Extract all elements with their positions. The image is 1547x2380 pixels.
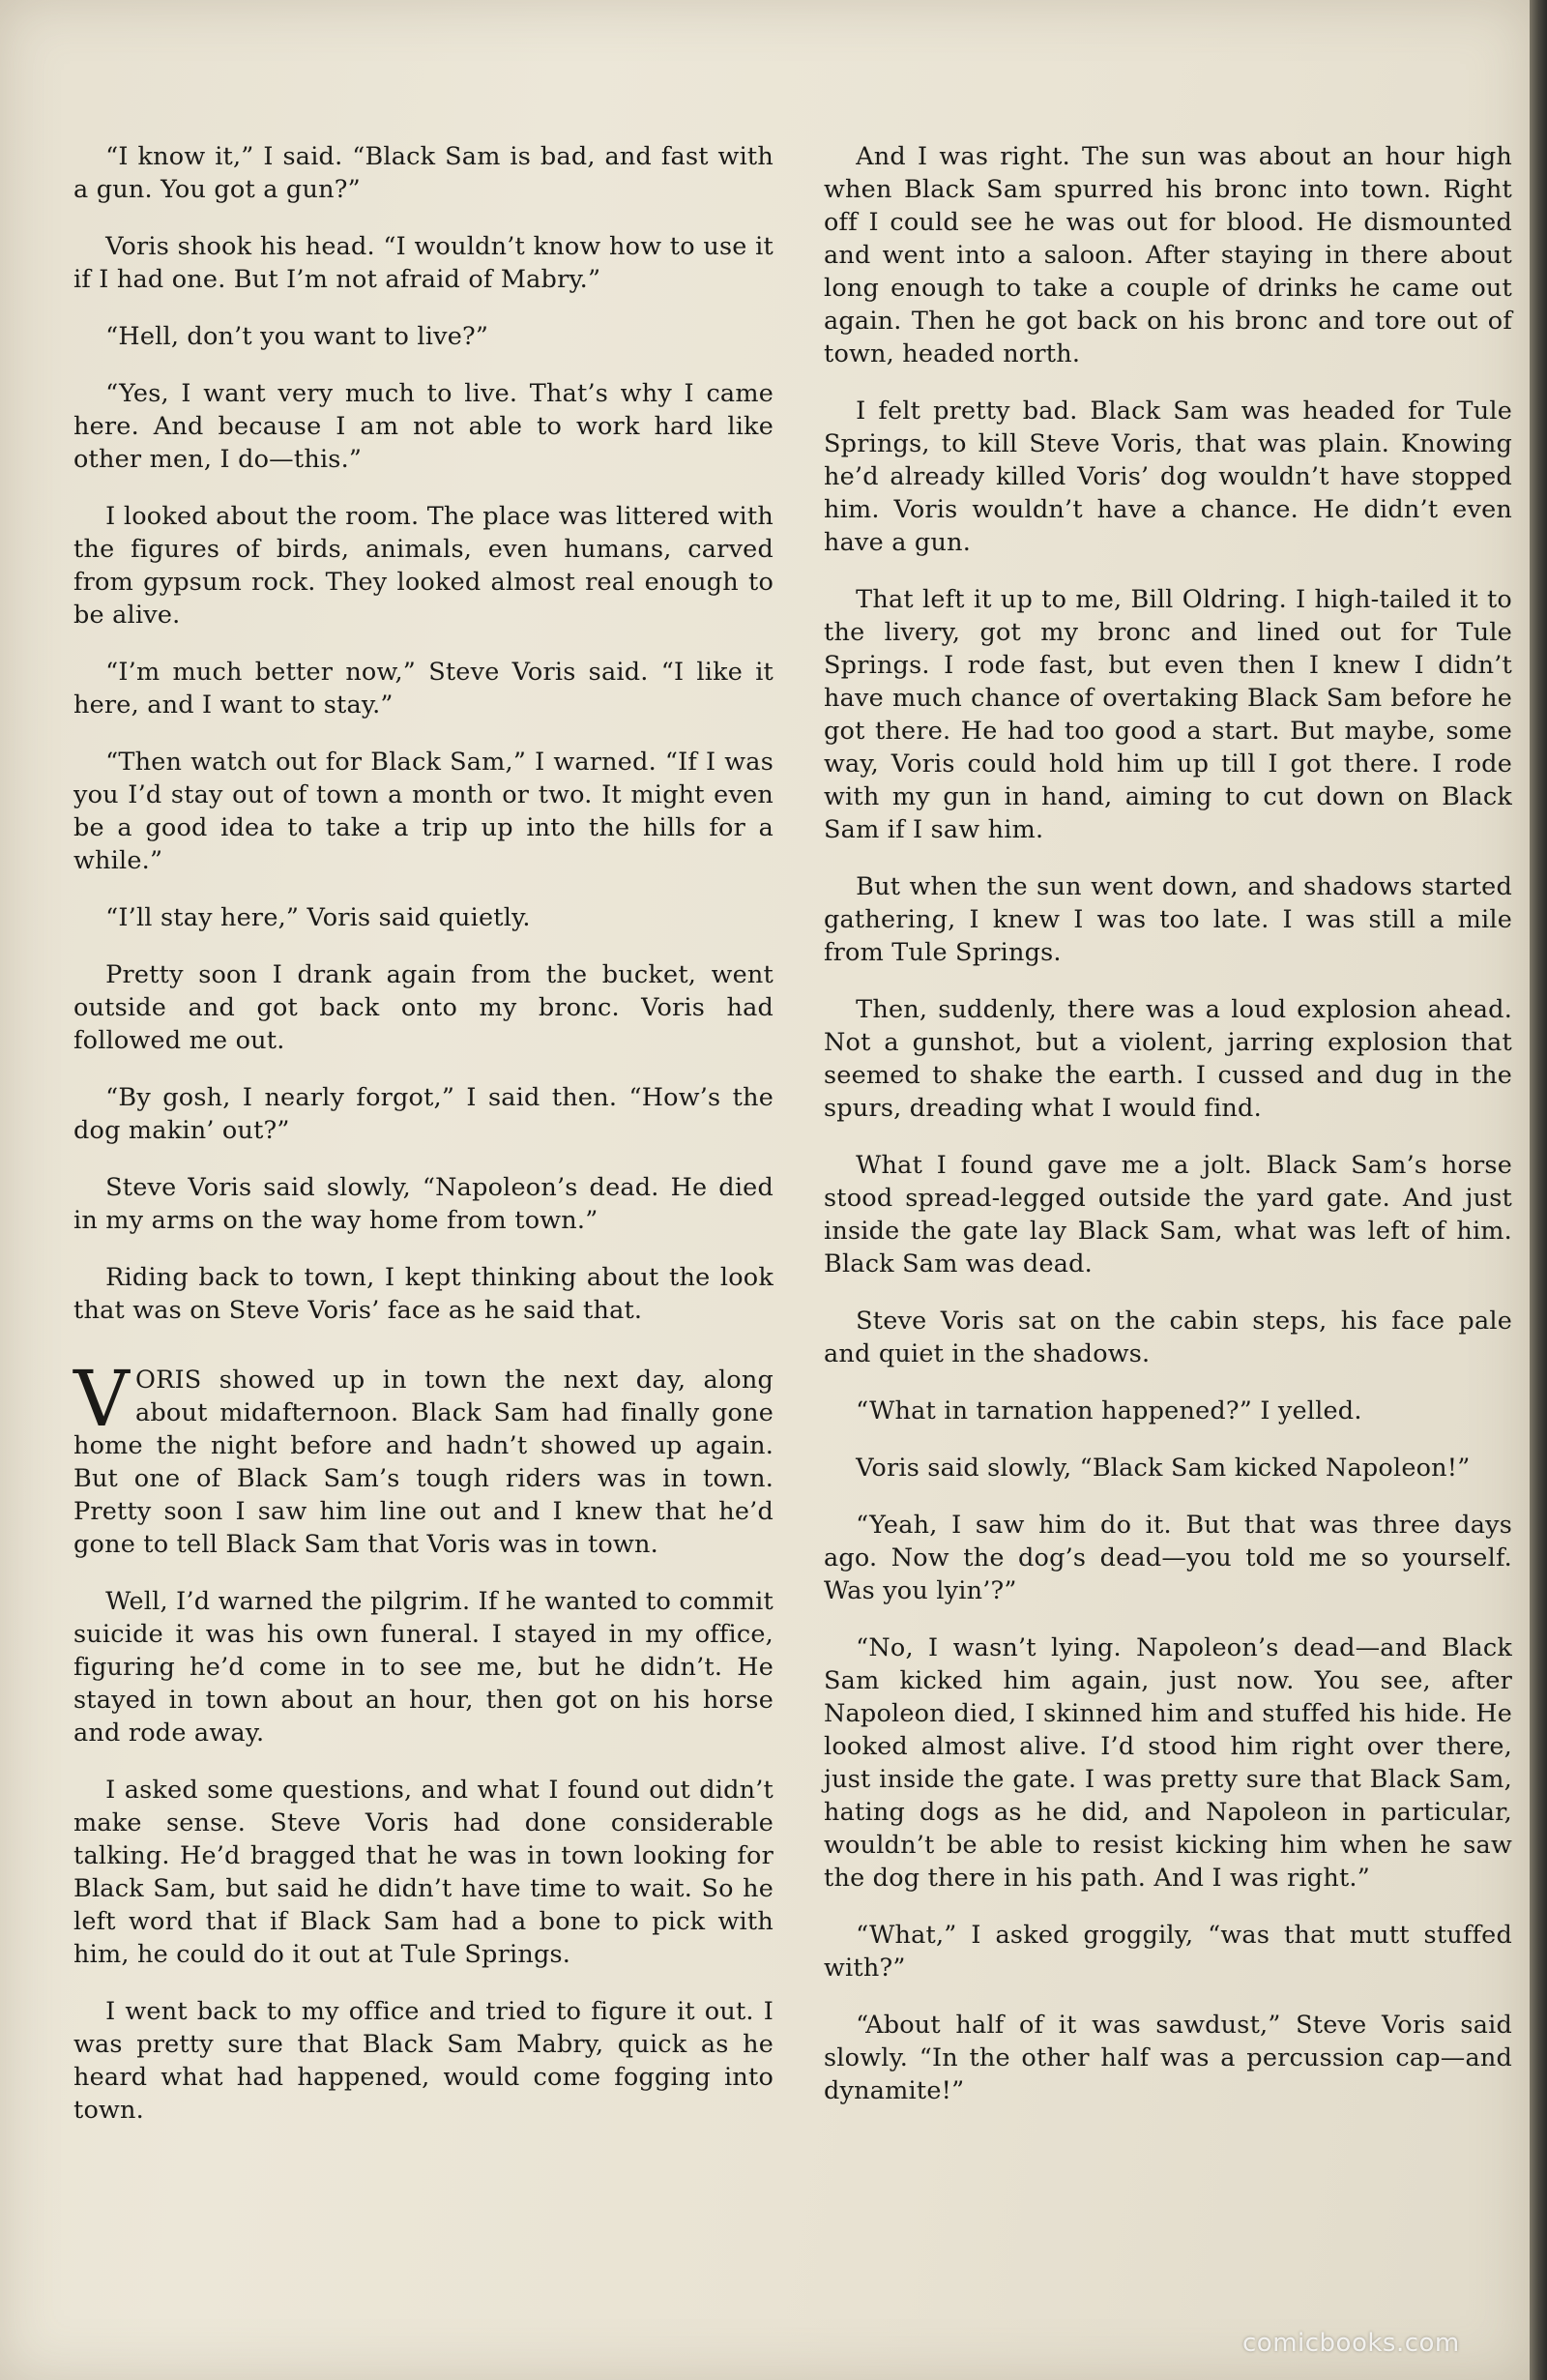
page-spine-shadow bbox=[1530, 0, 1547, 2380]
paragraph: “Then watch out for Black Sam,” I warned. “If I was you I’d stay out of town a month or two. It might even be a good idea to take a trip up into the hills for a while.” bbox=[73, 748, 774, 875]
paragraph: But when the sun went down, and shadows started gathering, I knew I was too late. I was still a mile from Tule Springs. bbox=[824, 872, 1512, 967]
paragraph: “What in tarnation happened?” I yelled. bbox=[856, 1396, 1362, 1425]
paragraph: “By gosh, I nearly forgot,” I said then. “How’s the dog makin’ out?” bbox=[73, 1083, 774, 1145]
section-start-paragraph bbox=[73, 1354, 774, 1561]
drop-cap: V bbox=[73, 1354, 130, 1444]
paragraph: I asked some questions, and what I found out didn’t make sense. Steve Voris had done considerable talking. He’d bragged that he was in town looking for Black Sam, but said he didn’t have time to wait. So he left word that if Black Sam had a bone to pick with him, he could do it out at Tule Springs. bbox=[73, 1776, 774, 1969]
paragraph: “I’ll stay here,” Voris said quietly. bbox=[105, 903, 531, 932]
paragraph: Steve Voris sat on the cabin steps, his face pale and quiet in the shadows. bbox=[824, 1307, 1512, 1368]
paragraph: “What,” I asked groggily, “was that mutt stuffed with?” bbox=[824, 1921, 1512, 1983]
paragraph-text: ORIS showed up in town the next day, along about midafternoon. Black Sam had finally gone home the night before and hadn’t showed up again. But one of Black Sam’s tough riders was in town. Pretty soon I saw him line out and I knew that he’d gone to tell Black Sam that Voris was in town. bbox=[73, 1366, 774, 1559]
paragraph: Riding back to town, I kept thinking about the look that was on Steve Voris’ face as he said that. bbox=[73, 1263, 774, 1325]
paragraph: “No, I wasn’t lying. Napoleon’s dead—and Black Sam kicked him again, just now. You see, after Napoleon died, I skinned him and stuffed his hide. He looked almost alive. I’d stood him right over there, just inside the gate. I was pretty sure that Black Sam, hating dogs as he did, and Napoleon in particular, wouldn’t be able to resist kicking him when he saw the dog there in his path. And I was right.” bbox=[824, 1633, 1512, 1893]
paragraph: Pretty soon I drank again from the bucket, went outside and got back onto my bronc. Voris had followed me out. bbox=[73, 960, 774, 1055]
left-text-column bbox=[73, 140, 774, 2151]
site-watermark: comicbooks.com bbox=[1242, 2329, 1460, 2358]
paragraph: Well, I’d warned the pilgrim. If he wanted to commit suicide it was his own funeral. I stayed in my office, figuring he’d come in to see me, but he didn’t. He stayed in town about an hour, then got on his horse and rode away. bbox=[73, 1587, 774, 1748]
paragraph: I went back to my office and tried to figure it out. I was pretty sure that Black Sam Mabry, quick as he heard what had happened, would come fogging into town. bbox=[73, 1997, 774, 2125]
paragraph: Steve Voris said slowly, “Napoleon’s dead. He died in my arms on the way home from town.” bbox=[73, 1173, 774, 1235]
paragraph: I looked about the room. The place was littered with the figures of birds, animals, even humans, carved from gypsum rock. They looked almost real enough to be alive. bbox=[73, 502, 774, 630]
paragraph: “Yes, I want very much to live. That’s why I came here. And because I am not able to work hard like other men, I do—this.” bbox=[73, 379, 774, 474]
paragraph: That left it up to me, Bill Oldring. I high-tailed it to the livery, got my bronc and lined out for Tule Springs. I rode fast, but even then I knew I didn’t have much chance of overtaking Black Sam before he got there. He had too good a start. But maybe, some way, Voris could hold him up till I got there. I rode with my gun in hand, aiming to cut down on Black Sam if I saw him. bbox=[824, 585, 1512, 844]
paragraph: Voris said slowly, “Black Sam kicked Napoleon!” bbox=[856, 1454, 1471, 1483]
right-text-column bbox=[824, 140, 1512, 2131]
paragraph: What I found gave me a jolt. Black Sam’s horse stood spread-legged outside the yard gate. And just inside the gate lay Black Sam, what was left of him. Black Sam was dead. bbox=[824, 1151, 1512, 1278]
paragraph: I felt pretty bad. Black Sam was headed for Tule Springs, to kill Steve Voris, that was plain. Knowing he’d already killed Voris’ dog wouldn’t have stopped him. Voris wouldn’t have a chance. He didn’t even have a gun. bbox=[824, 397, 1512, 557]
paragraph: Then, suddenly, there was a loud explosion ahead. Not a gunshot, but a violent, jarring explosion that seemed to shake the earth. I cussed and dug in the spurs, dreading what I would find. bbox=[824, 995, 1512, 1123]
paragraph: And I was right. The sun was about an hour high when Black Sam spurred his bronc into town. Right off I could see he was out for blood. He dismounted and went into a saloon. After staying in there about long enough to take a couple of drinks he came out again. Then he got back on his bronc and tore out of town, headed north. bbox=[824, 142, 1512, 368]
paragraph: “Yeah, I saw him do it. But that was three days ago. Now the dog’s dead—you told me so yourself. Was you lyin’?” bbox=[824, 1511, 1512, 1605]
paragraph: “I know it,” I said. “Black Sam is bad, and fast with a gun. You got a gun?” bbox=[73, 142, 774, 204]
paragraph: “I’m much better now,” Steve Voris said. “I like it here, and I want to stay.” bbox=[73, 658, 774, 720]
paragraph: “Hell, don’t you want to live?” bbox=[105, 322, 489, 351]
paragraph: Voris shook his head. “I wouldn’t know how to use it if I had one. But I’m not afraid of Mabry.” bbox=[73, 232, 774, 294]
paragraph: “About half of it was sawdust,” Steve Voris said slowly. “In the other half was a percussion cap—and dynamite!” bbox=[824, 2011, 1512, 2105]
